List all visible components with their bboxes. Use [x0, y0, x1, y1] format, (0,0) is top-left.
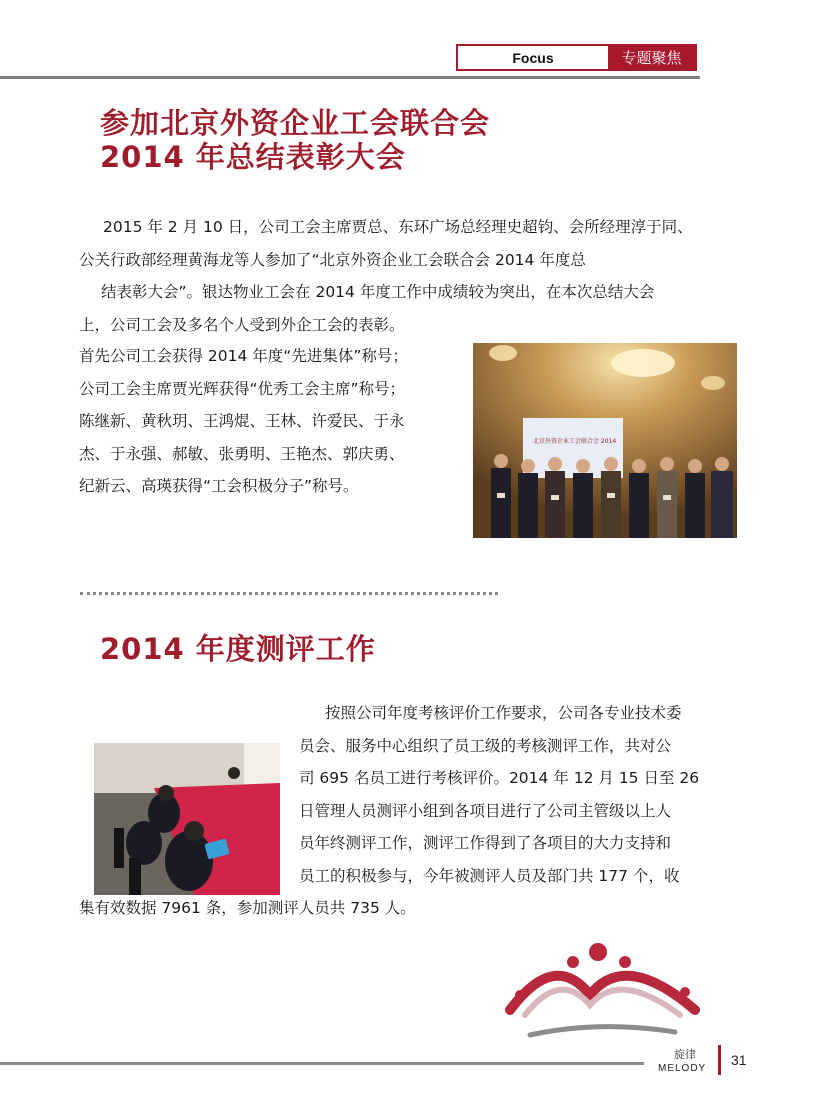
award-line: 纪新云、高瑛获得“工会积极分子”称号。 — [79, 477, 359, 495]
article2-line: 员年终测评工作，测评工作得到了各项目的大力支持和 — [299, 834, 672, 852]
article2-last-line: 集有效数据 7961 条，参加测评人员共 735 人。 — [79, 899, 416, 917]
article2-title: 2014 年度测评工作 — [100, 632, 376, 666]
article2-line: 员工的积极参与，今年被测评人员及部门共 177 个，收 — [299, 866, 680, 885]
header-focus-label: Focus — [458, 46, 608, 69]
screen-text: 北京外资企业工会联合会 2014 — [533, 438, 617, 445]
article2-line: 司 695 名员工进行考核评价。2014 年 12 月 15 日至 26 — [299, 769, 700, 787]
article2-line: 按照公司年度考核评价工作要求，公司各专业技术委 — [325, 704, 682, 722]
article2-body — [79, 697, 741, 925]
award-line: 首先公司工会获得 2014 年度“先进集体”称号； — [79, 347, 408, 365]
award-line: 公司工会主席贾光辉获得“优秀工会主席”称号； — [79, 379, 406, 398]
article1-line: 公关行政部经理黄海龙等人参加了“北京外资企业工会联合会 2014 年度总 — [79, 250, 586, 269]
page-number: 31 — [731, 1052, 747, 1068]
article1-title-line2: 2014 年总结表彰大会 — [100, 140, 406, 174]
article2-line: 员会、服务中心组织了员工级的考核测评工作，共对公 — [299, 736, 672, 755]
section-divider — [80, 592, 498, 595]
award-line: 杰、于永强、郝敏、张勇明、王艳杰、郭庆勇、 — [79, 444, 405, 463]
section-header — [456, 44, 697, 71]
header-section-label: 专题聚焦 — [608, 46, 695, 69]
melody-logo — [495, 940, 710, 1050]
ceremony-photo — [473, 343, 737, 538]
header-rule — [0, 76, 700, 79]
article1-title — [100, 106, 490, 174]
article1-line: 2015 年 2 月 10 日，公司工会主席贾总、东环广场总经理史超钧、会所经理淳于同、 — [103, 218, 693, 236]
brand-name-en: MELODY — [658, 1063, 707, 1074]
article1-line: 结表彰大会”。银达物业工会在 2014 年度工作中成绩较为突出，在本次总结大会 — [101, 283, 655, 301]
article1-body — [79, 211, 739, 341]
brand-divider — [718, 1045, 721, 1075]
article1-title-line1: 参加北京外资企业工会联合会 — [100, 106, 491, 140]
brand-name-cn: 旋律 — [674, 1048, 696, 1061]
article1-awards — [79, 340, 459, 503]
article2-line: 日管理人员测评小组到各项目进行了公司主管级以上人 — [299, 801, 672, 820]
footer-rule — [0, 1062, 644, 1065]
article1-line: 上，公司工会及多名个人受到外企工会的表彰。 — [79, 315, 405, 334]
award-line: 陈继新、黄秋玥、王鸿焜、王林、许爱民、于永 — [79, 412, 405, 430]
